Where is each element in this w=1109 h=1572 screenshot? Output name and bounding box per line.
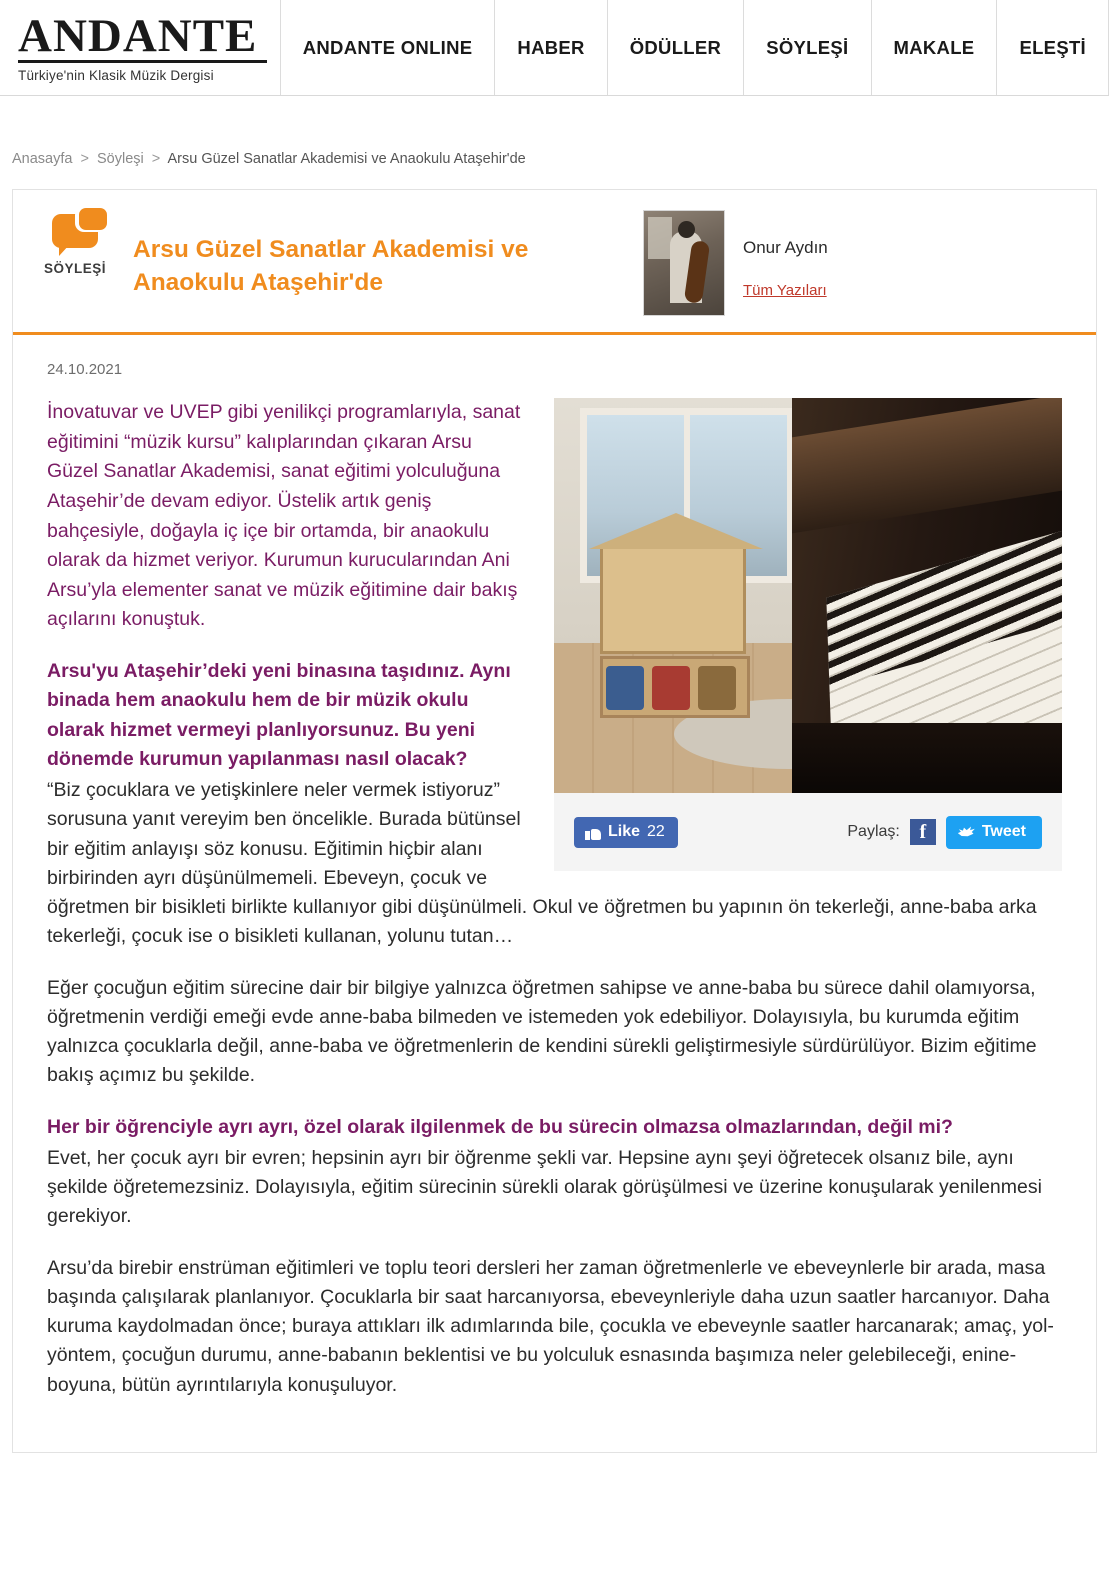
- interview-answer-1b: Eğer çocuğun eğitim sürecine dair bir bilgiye yalnızca öğretmen sahipse ve anne-baba bu sürece dahil olamıyorsa, öğretmenin verdiği emeği evde anne-baba bilmeden ve istemeden yok edebiliyor. Dolayısıyla, bu kurumda eğitim yalnızca çocuklarla değil, anne-baba ve öğretmenlerin de kendini sürekli geliştirmesiyle sürdürülüyor. Bizim eğitime bakış açımız bu şekilde.: [47, 976, 1037, 1087]
- tweet-label: Tweet: [981, 822, 1026, 840]
- interview-question-2: Her bir öğrenciyle ayrı ayrı, özel olarak ilgilenmek de bu sürecin olmazsa olmazlarından, değil mi?: [47, 1115, 953, 1138]
- share-bar: [554, 793, 1062, 871]
- twitter-bird-icon: [958, 825, 975, 839]
- interview-answer-2b: Arsu’da birebir enstrüman eğitimleri ve toplu teori dersleri her zaman öğretmenlerle ve ebeveynlerle bir arada, masa başında çalışılarak planlanıyor. Çocuklarla bir saat harcanıyorsa, ebeveynleriyle daha uzun saatler harcanıyor. Daha kuruma kaydolmadan önce; buraya attıkları ilk adımlarında bile, çocukla ve ebeveynle saatler harcanarak; amaç, yol-yöntem, çocuğun durumu, anne-babanın beklentisi ve bu yolculuk esnasında başımıza neler gelebileceği, enine-boyuna, bütün ayrıntılarıyla konuşuluyor.: [47, 1256, 1054, 1396]
- photo-piano-lid: [792, 398, 1062, 533]
- speech-bubble-icon: [52, 214, 98, 248]
- nav-item-makale[interactable]: MAKALE: [871, 0, 998, 95]
- interview-answer-2: Evet, her çocuk ayrı bir evren; hepsinin ayrı bir öğrenme şekli var. Hepsine aynı şeyi öğretecek olsanız bile, aynı şekilde öğretemezsiniz. Dolayısıyla, eğitim sürecinin sürekli olarak görüşülmesi ve üzerine konuşularak yenilenmesi gerekiyor.: [47, 1146, 1042, 1228]
- interview-answer-1: “Biz çocuklara ve yetişkinlere neler vermek istiyoruz” sorusuna yanıt vereyim ben öncelikle. Burada bütünsel bir eğitim anlayışı söz konusu. Eğitimin hiçbir alanı birbirinden ayrı düşünülmemeli. Ebeveyn, çocuk ve öğretmen bir bisikleti birlikte kullanıyor gibi düşünülmeli. Okul ve öğretmen bu yapının ön tekerleği, anne-baba arka tekerleği, çocuk ise o bisikleti kullanan, yolunu tutan…: [47, 779, 1037, 948]
- interview-question-1: Arsu'yu Ataşehir’deki yeni binasına taşıdınız. Aynı binada hem anaokulu hem de bir müzik okulu olarak hizmet vermeyi planlıyorsunuz. Bu yeni dönemde kurumun yapılanması nasıl olacak?: [47, 660, 511, 770]
- photo-dollhouse: [600, 546, 746, 654]
- photo-window-shape: [648, 217, 672, 259]
- photo-piano-front: [792, 723, 1062, 793]
- breadcrumb-current: Arsu Güzel Sanatlar Akademisi ve Anaokulu Ataşehir'de: [167, 151, 526, 167]
- nav-item-andante-online[interactable]: ANDANTE ONLINE: [280, 0, 496, 95]
- photo-head-shape: [678, 221, 695, 238]
- author-photo[interactable]: [643, 210, 725, 316]
- category-label: SÖYLEŞİ: [43, 261, 106, 276]
- like-count: 22: [647, 822, 665, 840]
- nav-item-haber[interactable]: HABER: [494, 0, 607, 95]
- photo-piano: [792, 398, 1062, 793]
- thumbs-up-icon: [585, 824, 601, 840]
- author-name: Onur Aydın: [743, 238, 828, 257]
- article-head: [13, 190, 1096, 335]
- breadcrumb: [0, 96, 1109, 167]
- brand-title: ANDANTE: [18, 14, 267, 64]
- publish-date: 24.10.2021: [47, 361, 123, 378]
- share-actions: [847, 816, 1042, 849]
- author-all-posts-link[interactable]: Tüm Yazıları: [743, 282, 827, 299]
- article-photo: [554, 398, 1062, 793]
- nav-item-oduller[interactable]: ÖDÜLLER: [607, 0, 745, 95]
- site-header: [0, 0, 1109, 96]
- author-box: [643, 208, 846, 316]
- brand-subtitle: Türkiye'nin Klasik Müzik Dergisi: [18, 68, 214, 84]
- nav-item-elestiri[interactable]: ELEŞTİ: [996, 0, 1109, 95]
- share-label: Paylaş:: [847, 823, 900, 840]
- breadcrumb-home[interactable]: Anasayfa: [12, 151, 73, 167]
- facebook-like-button[interactable]: [574, 817, 678, 848]
- article-header-card: [12, 189, 1097, 335]
- author-info: [743, 210, 828, 299]
- nav-item-soylesi[interactable]: SÖYLEŞİ: [743, 0, 871, 95]
- site-logo[interactable]: [0, 0, 281, 95]
- photo-bin-brown: [698, 666, 736, 710]
- article-lead-paragraph: İnovatuvar ve UVEP gibi yenilikçi programlarıyla, sanat eğitimini “müzik kursu” kalıplarından çıkaran Arsu Güzel Sanatlar Akademisi, sanat eğitimi yolculuğuna Ataşehir’de devam ediyor. Üstelik artık geniş bahçesiyle, doğayla iç içe bir ortamda, bir anaokulu olarak da hizmet veriyor. Kurumun kurucularından Ani Arsu’yla elementer sanat ve müzik eğitimine dair bakış açılarını konuştuk.: [47, 401, 521, 631]
- breadcrumb-section[interactable]: Söyleşi: [97, 151, 144, 167]
- twitter-tweet-button[interactable]: [946, 816, 1042, 849]
- breadcrumb-separator: >: [80, 151, 89, 167]
- breadcrumb-separator-2: >: [151, 151, 161, 167]
- like-label: Like: [608, 822, 641, 840]
- category-badge[interactable]: [27, 208, 123, 276]
- photo-bin-red: [652, 666, 690, 710]
- facebook-share-icon[interactable]: f: [910, 819, 936, 845]
- article-media-column: [554, 398, 1062, 871]
- photo-bin-blue: [606, 666, 644, 710]
- main-navigation: [281, 0, 1109, 95]
- page-title: Arsu Güzel Sanatlar Akademisi ve Anaokulu Ataşehir'de: [133, 236, 529, 296]
- article-body: [12, 335, 1097, 1453]
